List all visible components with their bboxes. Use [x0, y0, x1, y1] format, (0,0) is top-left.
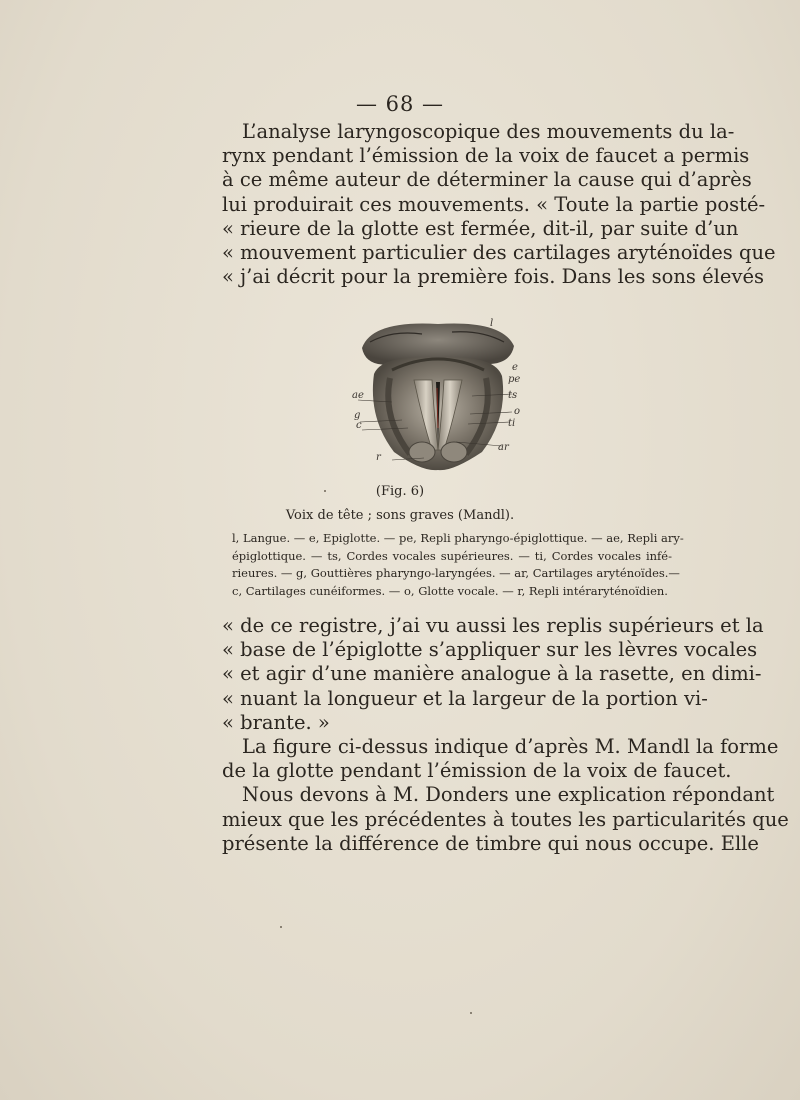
figure-label: l — [490, 318, 494, 329]
paper-speck — [280, 926, 282, 928]
figure-label: e — [512, 362, 518, 373]
paragraph-top — [222, 120, 776, 289]
text-line: rynx pendant l’émission de la voix de faucet a permis — [222, 144, 750, 168]
text-line: « rieure de la glotte est fermée, dit-il, par suite d’un — [222, 216, 739, 240]
text-line: à ce même auteur de déterminer la cause qui d’après — [222, 168, 752, 192]
larynx-illustration — [352, 318, 524, 474]
figure-label: ti — [508, 418, 516, 429]
figure-caption: (Fig. 6) — [375, 484, 425, 499]
text-line: « j’ai décrit pour la première fois. Dans les sons élevés — [222, 265, 765, 289]
figure-label: r — [376, 452, 381, 463]
page-number: — 68 — — [355, 92, 445, 116]
text-line: L’analyse laryngoscopique des mouvements du la- — [242, 120, 735, 143]
paper-speck — [324, 490, 326, 492]
text-line: « et agir d’une manière analogue à la rasette, en dimi- — [222, 662, 762, 686]
text-line: de la glotte pendant l’émission de la voix de faucet. — [222, 759, 732, 783]
figure-title: Voix de tête ; sons graves (Mandl). — [285, 508, 515, 523]
text-line: « de ce registre, j’ai vu aussi les replis supérieurs et la — [222, 614, 764, 637]
figure-label: c — [356, 420, 362, 431]
figure-label: o — [514, 406, 521, 417]
legend-line: c, Cartilages cunéiformes. — o, Glotte vocale. — r, Repli intéraryténoïdien. — [232, 583, 668, 598]
text-line: lui produirait ces mouvements. « Toute la partie posté- — [222, 192, 766, 216]
legend-line: l, Langue. — e, Epiglotte. — pe, Repli pharyngo-épiglottique. — ae, Repli ary- — [232, 531, 684, 545]
figure-label: ts — [508, 390, 518, 401]
text-line: « brante. » — [222, 710, 330, 734]
paragraph-bottom — [222, 614, 789, 856]
legend-line: rieures. — g, Gouttières pharyngo-laryngées. — ar, Cartilages aryténoïdes.— — [232, 566, 680, 581]
figure-label: pe — [508, 374, 521, 385]
text-line: La figure ci-dessus indique d’après M. Mandl la forme — [242, 734, 779, 758]
text-line: « base de l’épiglotte s’appliquer sur les lèvres vocales — [222, 638, 758, 662]
paper-speck — [470, 1012, 472, 1014]
text-line: mieux que les précédentes à toutes les particularités que — [222, 807, 789, 831]
text-line: « mouvement particulier des cartilages aryténoïdes que — [222, 240, 776, 264]
legend-line: épiglottique. — ts, Cordes vocales supérieures. — ti, Cordes vocales infé- — [232, 548, 672, 563]
text-line: Nous devons à M. Donders une explication répondant — [242, 783, 775, 807]
figure-label: g — [354, 410, 361, 421]
text-line: présente la différence de timbre qui nous occupe. Elle — [222, 831, 759, 855]
figure-legend — [232, 530, 684, 600]
text-line: « nuant la longueur et la largeur de la portion vi- — [222, 686, 708, 710]
figure-label: ae — [352, 390, 364, 401]
figure-label: ar — [498, 442, 509, 453]
